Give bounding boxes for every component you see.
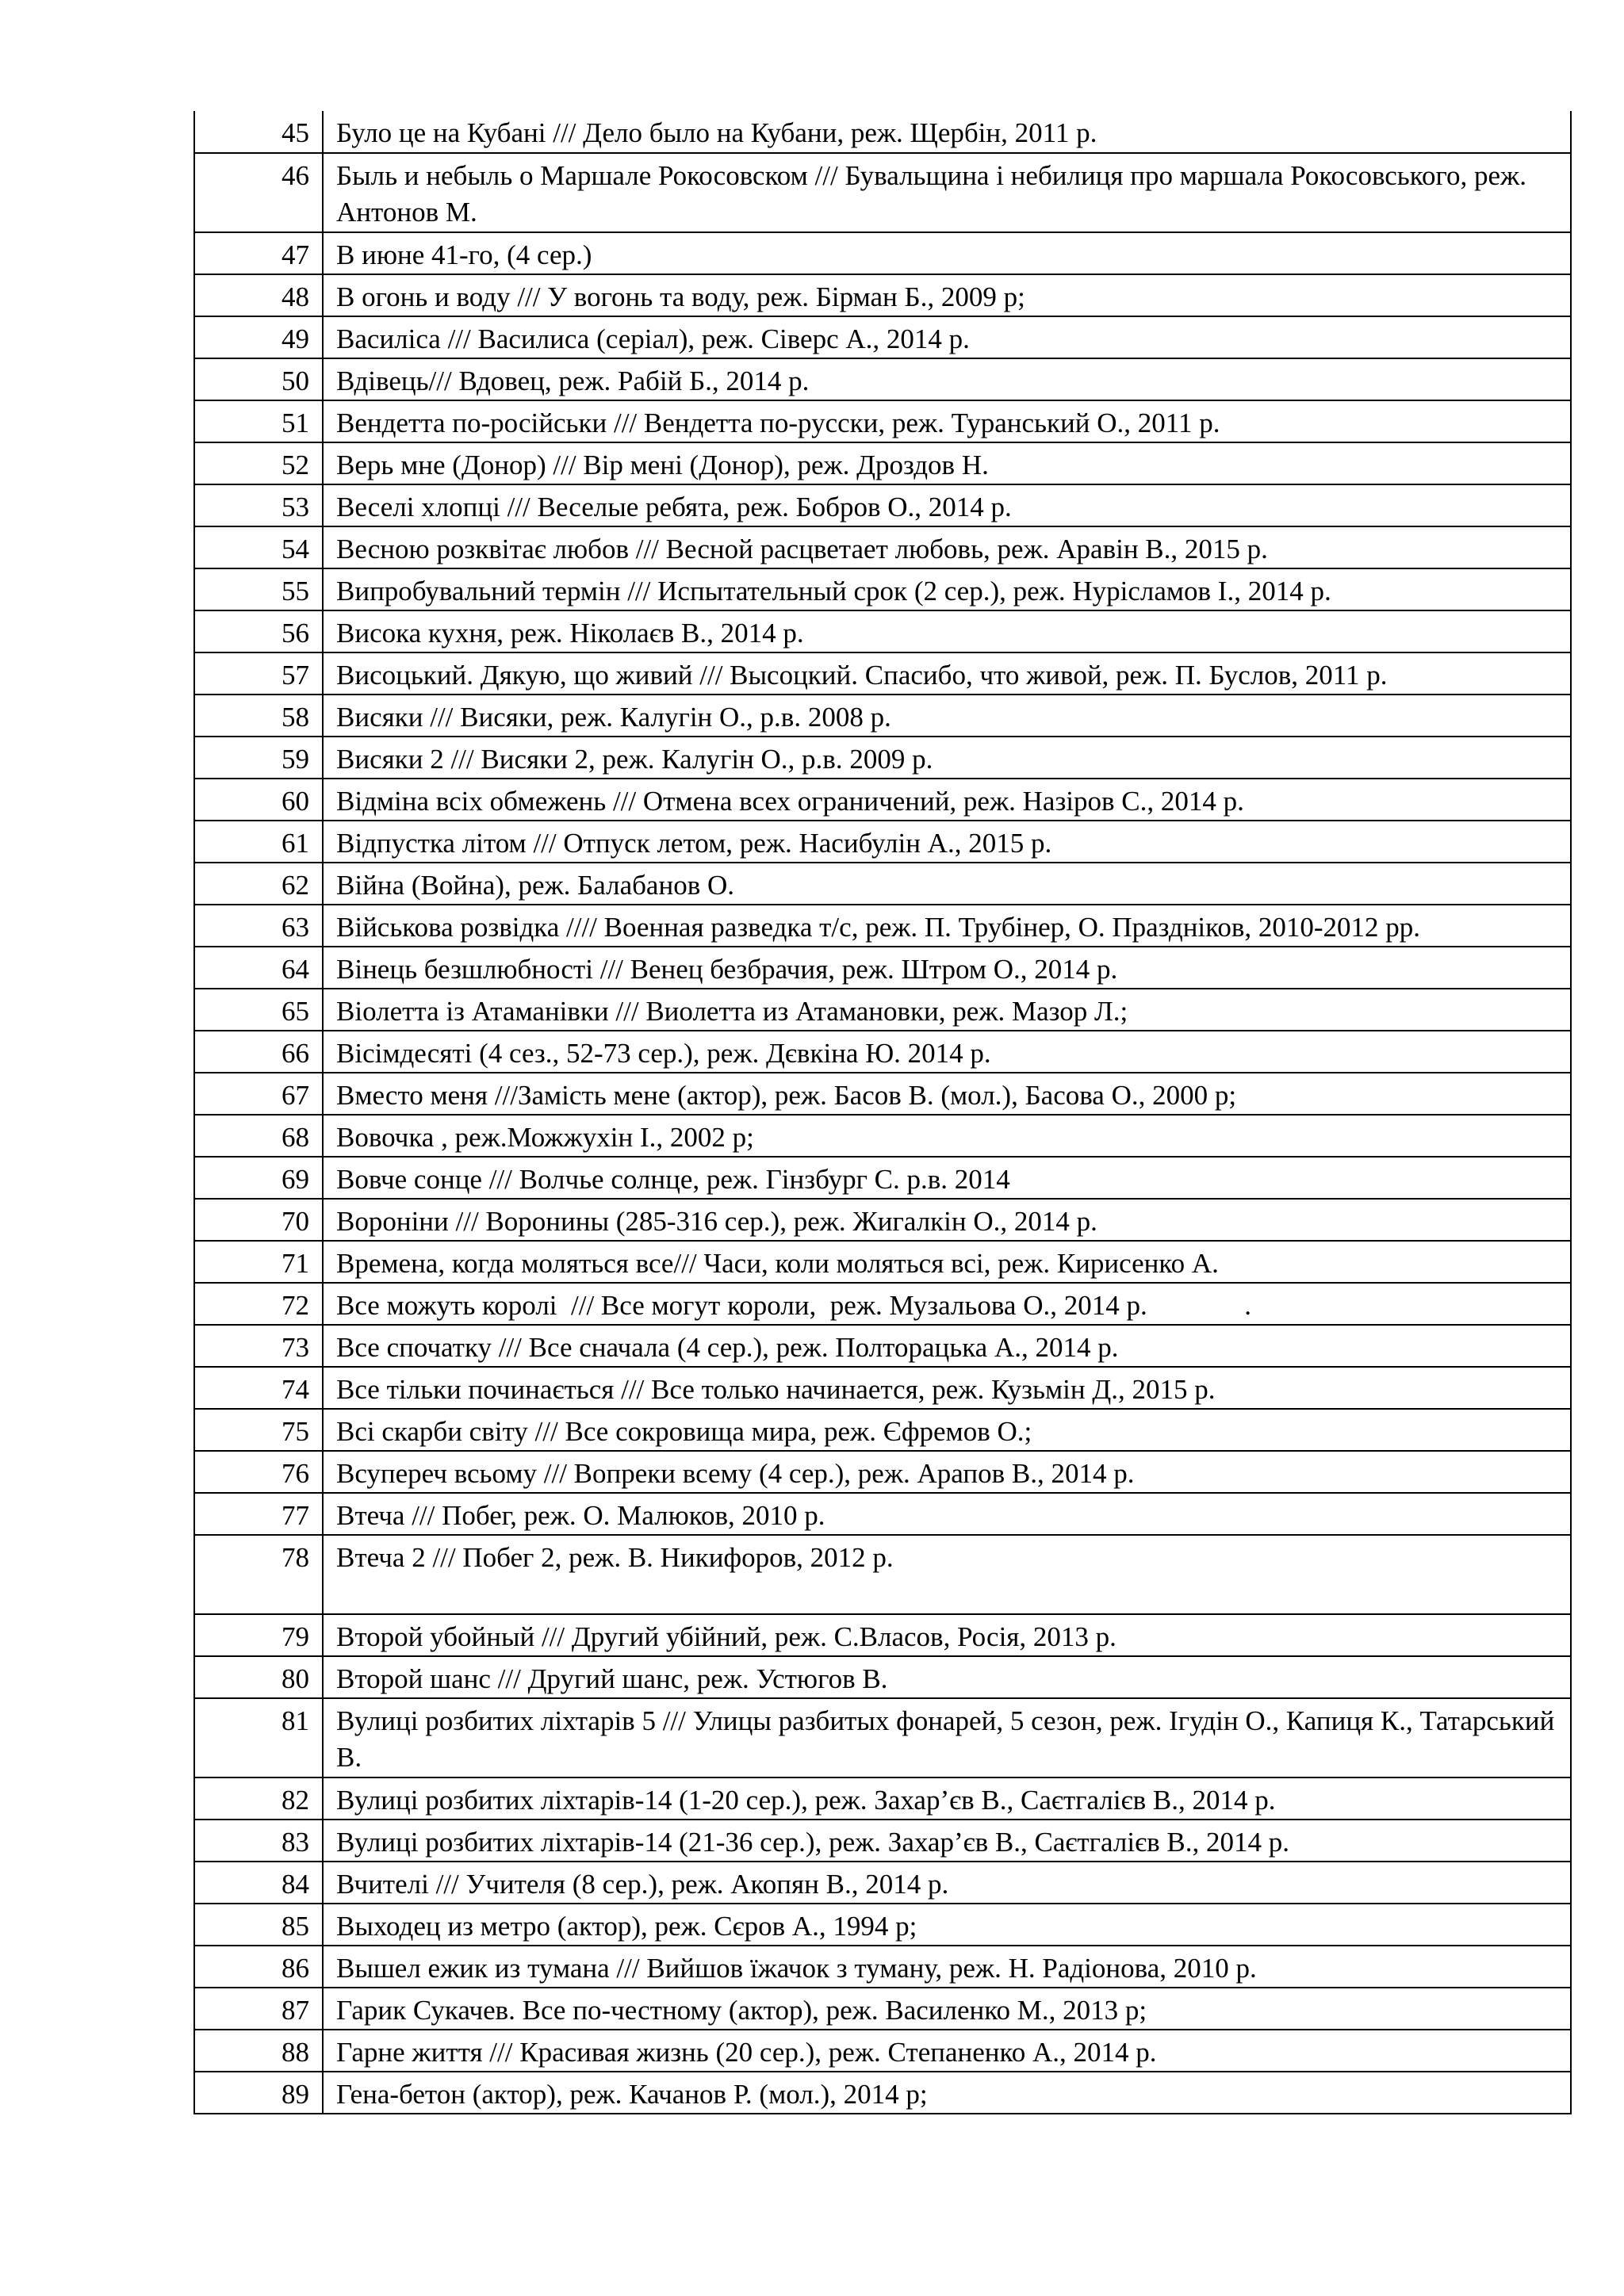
table-row xyxy=(194,316,1571,358)
table-row xyxy=(194,1862,1571,1904)
row-number: 59 xyxy=(194,737,323,779)
table-row xyxy=(194,568,1571,610)
film-entry: Все тільки починається /// Все только начинается, реж. Кузьмін Д., 2015 р. xyxy=(323,1367,1571,1409)
table-row xyxy=(194,1535,1571,1614)
row-number: 87 xyxy=(194,1988,323,2030)
film-entry: Вендетта по-російськи /// Вендетта по-русски, реж. Туранський О., 2011 р. xyxy=(323,400,1571,442)
row-number: 54 xyxy=(194,526,323,568)
film-entry: Вместо меня ///Замість мене (актор), реж. Басов В. (мол.), Басова О., 2000 р; xyxy=(323,1073,1571,1115)
row-number: 74 xyxy=(194,1367,323,1409)
table-row xyxy=(194,1031,1571,1073)
film-entry: Вороніни /// Воронины (285-316 сер.), реж. Жигалкін О., 2014 р. xyxy=(323,1199,1571,1241)
row-number: 66 xyxy=(194,1031,323,1073)
film-entry: Всупереч всьому /// Вопреки всему (4 сер.), реж. Арапов В., 2014 р. xyxy=(323,1451,1571,1493)
row-number: 73 xyxy=(194,1325,323,1367)
row-number: 88 xyxy=(194,2030,323,2072)
film-entry: Второй убойный /// Другий убійний, реж. С.Власов, Росія, 2013 р. xyxy=(323,1614,1571,1656)
film-entry: В июне 41-го, (4 сер.) xyxy=(323,232,1571,274)
table-row xyxy=(194,111,1571,153)
film-entry: Всі скарби світу /// Все сокровища мира, реж. Єфремов О.; xyxy=(323,1409,1571,1451)
film-entry: В огонь и воду /// У вогонь та воду, реж. Бірман Б., 2009 р; xyxy=(323,274,1571,316)
film-entry: Вісімдесяті (4 сез., 52-73 сер.), реж. Дєвкіна Ю. 2014 р. xyxy=(323,1031,1571,1073)
table-row xyxy=(194,1451,1571,1493)
table-row xyxy=(194,1283,1571,1325)
row-number: 68 xyxy=(194,1115,323,1157)
film-entry: Гарне життя /// Красивая жизнь (20 сер.), реж. Степаненко А., 2014 р. xyxy=(323,2030,1571,2072)
row-number: 46 xyxy=(194,153,323,232)
table-row xyxy=(194,1988,1571,2030)
film-entry: Випробувальний термін /// Испытательный срок (2 сер.), реж. Нурісламов І., 2014 р. xyxy=(323,568,1571,610)
film-entry: Відпустка літом /// Отпуск летом, реж. Насибулін А., 2015 р. xyxy=(323,821,1571,863)
film-entry: Було це на Кубані /// Дело было на Кубани, реж. Щербін, 2011 р. xyxy=(323,111,1571,153)
row-number: 50 xyxy=(194,358,323,400)
film-entry: Весною розквітає любов /// Весной расцветает любовь, реж. Аравін В., 2015 р. xyxy=(323,526,1571,568)
film-entry: Второй шанс /// Другий шанс, реж. Устюгов В. xyxy=(323,1656,1571,1698)
film-entry: Війна (Война), реж. Балабанов О. xyxy=(323,863,1571,905)
film-entry: Веселі хлопці /// Веселые ребята, реж. Бобров О., 2014 р. xyxy=(323,484,1571,526)
row-number: 80 xyxy=(194,1656,323,1698)
table-row xyxy=(194,232,1571,274)
table-row xyxy=(194,1614,1571,1656)
table-row xyxy=(194,1367,1571,1409)
row-number: 45 xyxy=(194,111,323,153)
row-number: 70 xyxy=(194,1199,323,1241)
table-row xyxy=(194,779,1571,821)
table-row xyxy=(194,695,1571,737)
row-number: 79 xyxy=(194,1614,323,1656)
table-row xyxy=(194,1777,1571,1820)
film-entry: Вышел ежик из тумана /// Вийшов їжачок з туману, реж. Н. Радіонова, 2010 р. xyxy=(323,1946,1571,1988)
row-number: 89 xyxy=(194,2072,323,2114)
row-number: 72 xyxy=(194,1283,323,1325)
film-entry: Вдівець/// Вдовец, реж. Рабій Б., 2014 р. xyxy=(323,358,1571,400)
row-number: 53 xyxy=(194,484,323,526)
film-entry: Втеча 2 /// Побег 2, реж. В. Никифоров, 2012 р. xyxy=(323,1535,1571,1614)
row-number: 69 xyxy=(194,1157,323,1199)
row-number: 76 xyxy=(194,1451,323,1493)
film-entry: Вулиці розбитих ліхтарів-14 (1-20 сер.), реж. Захар’єв В., Саєтгалієв В., 2014 р. xyxy=(323,1777,1571,1820)
row-number: 52 xyxy=(194,442,323,484)
film-entry: Вулиці розбитих ліхтарів 5 /// Улицы разбитых фонарей, 5 сезон, реж. Ігудін О., Капиця К., Татарський В. xyxy=(323,1698,1571,1777)
table-row xyxy=(194,2030,1571,2072)
row-number: 71 xyxy=(194,1241,323,1283)
row-number: 81 xyxy=(194,1698,323,1777)
table-row xyxy=(194,442,1571,484)
film-entry: Вчителі /// Учителя (8 сер.), реж. Акопян В., 2014 р. xyxy=(323,1862,1571,1904)
row-number: 67 xyxy=(194,1073,323,1115)
film-list-table xyxy=(193,111,1572,2114)
film-entry: Висока кухня, реж. Ніколаєв В., 2014 р. xyxy=(323,610,1571,652)
table-row xyxy=(194,610,1571,652)
row-number: 75 xyxy=(194,1409,323,1451)
film-entry: Василіса /// Василиса (серіал), реж. Сіверс А., 2014 р. xyxy=(323,316,1571,358)
film-entry: Вулиці розбитих ліхтарів-14 (21-36 сер.), реж. Захар’єв В., Саєтгалієв В., 2014 р. xyxy=(323,1820,1571,1862)
row-number: 61 xyxy=(194,821,323,863)
row-number: 86 xyxy=(194,1946,323,1988)
film-entry: Висяки /// Висяки, реж. Калугін О., р.в. 2008 р. xyxy=(323,695,1571,737)
row-number: 85 xyxy=(194,1904,323,1946)
row-number: 65 xyxy=(194,989,323,1031)
film-entry: Выходец из метро (актор), реж. Сєров А., 1994 р; xyxy=(323,1904,1571,1946)
film-entry: Верь мне (Донор) /// Вір мені (Донор), реж. Дроздов Н. xyxy=(323,442,1571,484)
row-number: 57 xyxy=(194,652,323,695)
film-entry: Висяки 2 /// Висяки 2, реж. Калугін О., р.в. 2009 р. xyxy=(323,737,1571,779)
table-row xyxy=(194,821,1571,863)
table-row xyxy=(194,1115,1571,1157)
table-row xyxy=(194,1325,1571,1367)
row-number: 63 xyxy=(194,905,323,947)
table-row xyxy=(194,905,1571,947)
film-entry: Гена-бетон (актор), реж. Качанов Р. (мол.), 2014 р; xyxy=(323,2072,1571,2114)
table-row xyxy=(194,1157,1571,1199)
film-entry: Вовче сонце /// Волчье солнце, реж. Гінзбург С. р.в. 2014 xyxy=(323,1157,1571,1199)
row-number: 51 xyxy=(194,400,323,442)
row-number: 77 xyxy=(194,1493,323,1535)
row-number: 84 xyxy=(194,1862,323,1904)
film-entry: Висоцький. Дякую, що живий /// Высоцкий. Спасибо, что живой, реж. П. Буслов, 2011 р. xyxy=(323,652,1571,695)
row-number: 83 xyxy=(194,1820,323,1862)
film-entry: Втеча /// Побег, реж. О. Малюков, 2010 р. xyxy=(323,1493,1571,1535)
table-row xyxy=(194,1199,1571,1241)
table-row xyxy=(194,1698,1571,1777)
table-row xyxy=(194,1493,1571,1535)
table-row xyxy=(194,1904,1571,1946)
table-row xyxy=(194,484,1571,526)
table-row xyxy=(194,153,1571,232)
table-row xyxy=(194,1241,1571,1283)
table-row xyxy=(194,1946,1571,1988)
film-entry: Все можуть королі /// Все могут короли, реж. Музальова О., 2014 р. . xyxy=(323,1283,1571,1325)
film-entry: Времена, когда моляться все/// Часи, коли моляться всі, реж. Кирисенко А. xyxy=(323,1241,1571,1283)
table-row xyxy=(194,1409,1571,1451)
row-number: 48 xyxy=(194,274,323,316)
table-row xyxy=(194,652,1571,695)
row-number: 78 xyxy=(194,1535,323,1614)
film-entry: Віолетта із Атаманівки /// Виолетта из Атамановки, реж. Мазор Л.; xyxy=(323,989,1571,1031)
table-row xyxy=(194,989,1571,1031)
table-row xyxy=(194,400,1571,442)
table-row xyxy=(194,947,1571,989)
table-row xyxy=(194,1073,1571,1115)
film-entry: Все спочатку /// Все сначала (4 сер.), реж. Полторацька А., 2014 р. xyxy=(323,1325,1571,1367)
table-row xyxy=(194,274,1571,316)
table-row xyxy=(194,863,1571,905)
row-number: 47 xyxy=(194,232,323,274)
table-row xyxy=(194,526,1571,568)
row-number: 82 xyxy=(194,1777,323,1820)
table-row xyxy=(194,358,1571,400)
film-entry: Відміна всіх обмежень /// Отмена всех ограничений, реж. Назіров С., 2014 р. xyxy=(323,779,1571,821)
row-number: 60 xyxy=(194,779,323,821)
table-row xyxy=(194,1820,1571,1862)
film-entry: Гарик Сукачев. Все по-честному (актор), реж. Василенко М., 2013 р; xyxy=(323,1988,1571,2030)
table-row xyxy=(194,737,1571,779)
row-number: 62 xyxy=(194,863,323,905)
table-row xyxy=(194,1656,1571,1698)
film-entry: Вінець безшлюбності /// Венец безбрачия, реж. Штром О., 2014 р. xyxy=(323,947,1571,989)
row-number: 55 xyxy=(194,568,323,610)
row-number: 58 xyxy=(194,695,323,737)
film-entry: Вовочка , реж.Можжухін І., 2002 р; xyxy=(323,1115,1571,1157)
row-number: 49 xyxy=(194,316,323,358)
film-entry: Быль и небыль о Маршале Рокосовском /// Бувальщина і небилиця про маршала Рокосовського, реж. Антонов М. xyxy=(323,153,1571,232)
row-number: 64 xyxy=(194,947,323,989)
film-list-body xyxy=(194,111,1571,2114)
row-number: 56 xyxy=(194,610,323,652)
film-entry: Військова розвідка //// Военная разведка т/с, реж. П. Трубінер, О. Праздніков, 2010-2012 рр. xyxy=(323,905,1571,947)
table-row xyxy=(194,2072,1571,2114)
